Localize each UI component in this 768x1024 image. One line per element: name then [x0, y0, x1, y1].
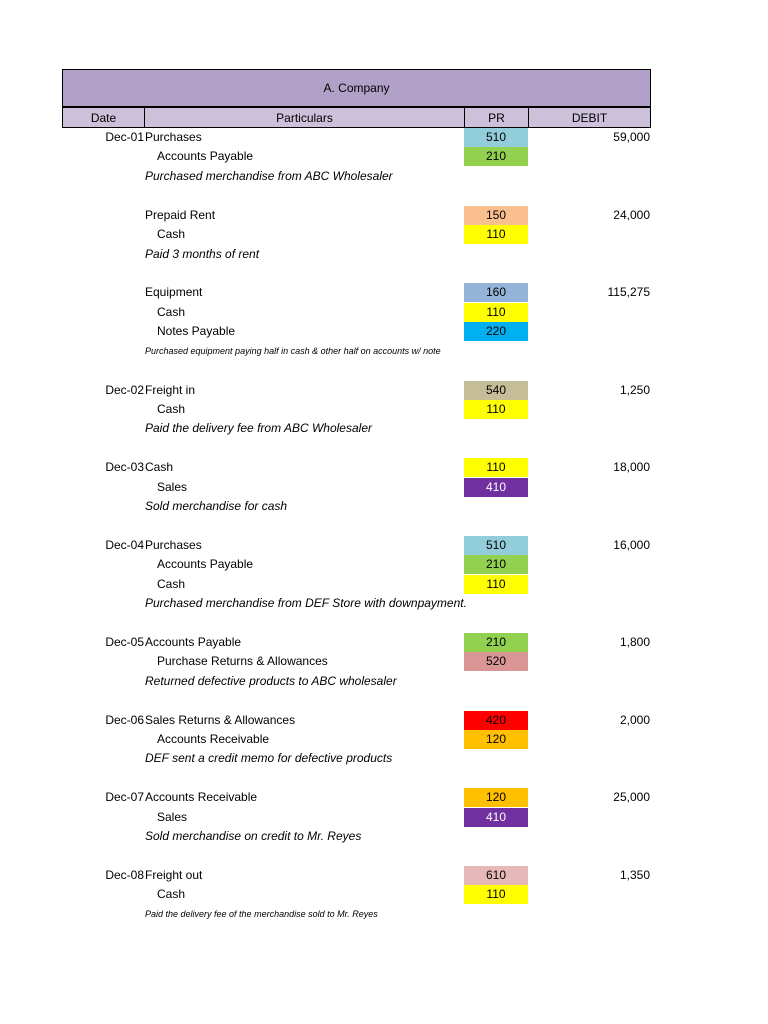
- credit-account: Accounts Payable: [157, 149, 254, 164]
- posting-reference-cell: 110: [464, 225, 528, 244]
- entry-date: Dec-07: [105, 790, 144, 805]
- entry-date: Dec-04: [105, 537, 144, 552]
- header-particulars-label: Particulars: [276, 110, 333, 125]
- header-pr-label: PR: [488, 110, 505, 125]
- posting-reference-cell: 410: [464, 478, 528, 497]
- debit-amount: 25,000: [613, 790, 650, 805]
- debit-account: Equipment: [145, 285, 203, 300]
- credit-account: Accounts Payable: [157, 557, 254, 572]
- debit-amount: 1,350: [619, 868, 650, 882]
- entry-memo: Sold merchandise on credit to Mr. Reyes: [145, 829, 362, 844]
- header-particulars: [144, 107, 465, 128]
- debit-account: Accounts Receivable: [145, 790, 258, 805]
- debit-amount: 24,000: [613, 207, 650, 222]
- posting-reference-cell: 510: [464, 128, 528, 147]
- debit-amount: 59,000: [613, 130, 650, 144]
- debit-amount: 1,250: [619, 382, 650, 397]
- debit-account: Freight out: [145, 868, 203, 882]
- credit-account: Accounts Receivable: [157, 732, 270, 746]
- posting-reference-cell: 160: [464, 283, 528, 302]
- credit-account: Cash: [157, 227, 186, 242]
- entry-memo: DEF sent a credit memo for defective products: [145, 751, 393, 766]
- header-date-label: Date: [90, 110, 117, 125]
- posting-reference-cell: 210: [464, 633, 528, 652]
- entry-date: Dec-03: [105, 460, 144, 475]
- entry-date: Dec-01: [105, 130, 144, 144]
- debit-account: Freight in: [145, 382, 196, 397]
- posting-reference-cell: 610: [464, 866, 528, 885]
- posting-reference-cell: 540: [464, 381, 528, 400]
- posting-reference-cell: 220: [464, 322, 528, 341]
- debit-account: Cash: [145, 460, 174, 475]
- entry-memo: Paid the delivery fee of the merchandise sold to Mr. Reyes: [145, 908, 378, 919]
- header-debit: [528, 107, 651, 128]
- company-title: [62, 69, 651, 107]
- header-date: [62, 107, 145, 128]
- posting-reference-cell: 110: [464, 303, 528, 322]
- posting-reference-cell: 420: [464, 711, 528, 730]
- company-title-text: A. Company: [323, 81, 390, 95]
- posting-reference-cell: 110: [464, 575, 528, 594]
- posting-reference-cell: 210: [464, 147, 528, 166]
- credit-account: Sales: [157, 479, 188, 494]
- credit-account: Cash: [157, 887, 186, 902]
- debit-amount: 18,000: [613, 460, 650, 475]
- posting-reference-cell: 410: [464, 808, 528, 827]
- debit-amount: 115,275: [607, 285, 650, 300]
- header-debit-label: DEBIT: [571, 110, 608, 125]
- posting-reference-cell: 210: [464, 555, 528, 574]
- debit-account: Accounts Payable: [145, 634, 242, 649]
- posting-reference-cell: 110: [464, 400, 528, 419]
- entry-date: Dec-08: [105, 868, 144, 882]
- credit-account: Notes Payable: [157, 324, 236, 339]
- entry-memo: Purchased merchandise from DEF Store with downpayment.: [145, 596, 467, 611]
- entry-memo: Purchased merchandise from ABC Wholesaler: [145, 168, 393, 183]
- posting-reference-cell: 120: [464, 730, 528, 749]
- credit-account: Sales: [157, 809, 188, 824]
- posting-reference-cell: 520: [464, 652, 528, 671]
- posting-reference-cell: 110: [464, 458, 528, 477]
- debit-account: Purchases: [145, 130, 202, 144]
- posting-reference-cell: 110: [464, 885, 528, 904]
- credit-account: Purchase Returns & Allowances: [157, 654, 328, 669]
- entry-memo: Returned defective products to ABC wholesaler: [145, 673, 397, 688]
- entry-date: Dec-02: [105, 382, 144, 397]
- debit-account: Purchases: [145, 537, 202, 552]
- posting-reference-cell: 150: [464, 206, 528, 225]
- entry-date: Dec-05: [105, 634, 144, 649]
- header-pr: [464, 107, 529, 128]
- entry-memo: Paid 3 months of rent: [145, 246, 260, 261]
- credit-account: Cash: [157, 304, 186, 319]
- debit-amount: 2,000: [619, 712, 650, 727]
- posting-reference-cell: 120: [464, 788, 528, 807]
- debit-amount: 1,800: [619, 634, 650, 649]
- debit-amount: 16,000: [613, 537, 650, 552]
- debit-account: Sales Returns & Allowances: [145, 712, 296, 727]
- debit-account: Prepaid Rent: [145, 207, 216, 222]
- entry-memo: Paid the delivery fee from ABC Wholesaler: [145, 421, 372, 436]
- entry-date: Dec-06: [105, 712, 144, 727]
- posting-reference-cell: 510: [464, 536, 528, 555]
- credit-account: Cash: [157, 576, 186, 591]
- entry-memo: Sold merchandise for cash: [145, 499, 288, 513]
- entry-memo: Purchased equipment paying half in cash & other half on accounts w/ note: [145, 345, 441, 356]
- credit-account: Cash: [157, 401, 186, 416]
